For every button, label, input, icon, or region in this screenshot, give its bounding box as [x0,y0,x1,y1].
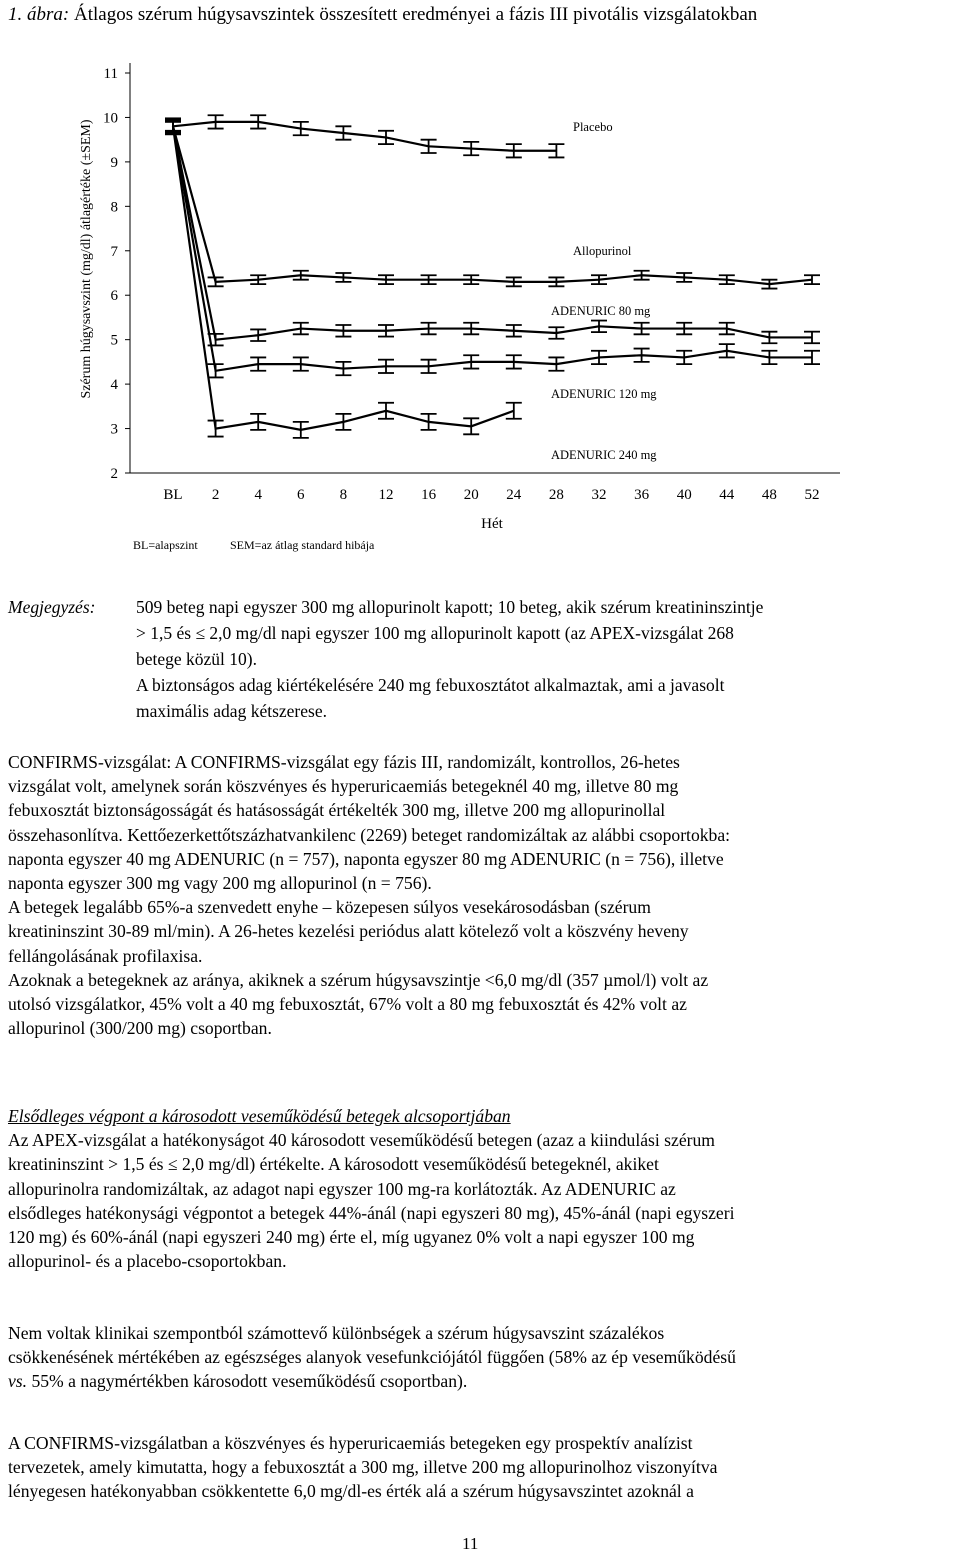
y-tick-label: 7 [110,243,118,260]
x-axis-label: Hét [481,516,503,532]
series-line [173,122,556,151]
y-tick-label: 2 [110,466,118,482]
text-line: Az APEX-vizsgálat a hatékonyságot 40 károsodott veseműködésű betegen (azaz a kiindulási szérum [8,1130,715,1151]
series-label: ADENURIC 240 mg [551,448,657,462]
x-tick-label: 36 [634,487,650,503]
x-tick-label: 12 [378,487,394,503]
x-tick-label: 48 [761,487,777,503]
section-heading: Elsődleges végpont a károsodott veseműködésű betegek alcsoportjában [8,1106,511,1126]
text-line: febuxosztát biztonságosságát és hatásosságát értékelték 300 mg, illetve 200 mg allopurinollal [8,800,666,821]
y-tick-label: 10 [103,110,118,127]
text-line: Nem voltak klinikai szempontból számottevő különbségek a szérum húgysavszint százalékos [8,1323,665,1343]
x-tick-label: 16 [421,487,437,503]
figure-number: 1. ábra: [8,4,70,25]
series-2 [165,121,820,346]
x-tick-label: 32 [591,487,607,503]
y-tick-label: 4 [110,377,118,394]
footnote-baseline: BL=alapszint [133,538,198,552]
text-line: allopurinol- és a placebo-csoportokban. [8,1251,287,1272]
x-tick-label: 2 [211,487,220,503]
y-axis-label: Szérum húgysavszint (mg/dl) átlagértéke (±SEM) [79,119,94,399]
x-tick-label: 40 [676,487,692,503]
footnote-sem: SEM=az átlag standard hibája [230,538,375,552]
series-label: ADENURIC 120 mg [551,387,657,401]
series-1 [165,122,820,289]
text-line: 120 mg) és 60%-ánál (napi egyszeri 240 mg) érte el, míg ugyanez 0% volt a napi egyszer 100 mg [8,1227,695,1248]
series-3 [165,120,820,378]
y-tick-label: 11 [103,66,118,82]
y-tick-label: 6 [110,288,118,305]
x-tick-label: 8 [339,487,348,503]
series-label: Placebo [573,120,613,134]
note-body [136,594,958,724]
x-tick-label: 44 [719,487,735,503]
series-line [173,126,812,339]
text-line: Azoknak a betegeknek az aránya, akiknek a szérum húgysavszintje <6,0 mg/dl (357 µmol/l) volt az [8,969,709,990]
text-line: CONFIRMS-vizsgálat: A CONFIRMS-vizsgálat egy fázis III, randomizált, kontrollos, 26-hetes [8,752,680,772]
x-tick-label: 4 [254,487,262,503]
primary-endpoint-section [8,1104,954,1273]
x-tick-label: BL [163,487,183,503]
x-tick-label: 6 [297,487,305,503]
confirms-paragraph [8,750,954,1040]
chart-labels [551,120,657,462]
uric-acid-chart [0,40,960,560]
figure-caption [8,4,757,26]
text-line: kreatininszint 30-89 ml/min). A 26-hetes kezelési periódus alatt kötelező volt a köszvény heveny [8,921,689,942]
series-0 [165,115,564,157]
x-tick-label: 28 [548,487,564,503]
difference-paragraph [8,1321,954,1394]
x-tick-label: 52 [804,487,820,503]
series-label: Allopurinol [573,244,632,258]
text-line: naponta egyszer 40 mg ADENURIC (n = 757), naponta egyszer 80 mg ADENURIC (n = 756), illetve [8,848,724,869]
series-label: ADENURIC 80 mg [551,304,651,318]
chart-series [165,115,820,438]
note-block [8,594,958,724]
chart-axes [79,63,840,552]
text-line: A betegek legalább 65%-a szenvedett enyhe – közepesen súlyos vesekárosodásban (szérum [8,897,651,918]
y-tick-label: 8 [110,199,118,216]
text-line: összehasonlítva. Kettőezerkettőtszázhatvankilenc (2269) beteget randomizáltak az alábbi csoportokba: [8,824,731,845]
note-line: A biztonságos adag kiértékelésére 240 mg febuxosztátot alkalmaztak, ami a javasolt [136,675,725,695]
note-label: Megjegyzés: [8,597,96,617]
x-tick-label: 20 [463,487,479,503]
text-line: elsődleges hatékonysági végpontot a betegek 44%-ánál (napi egyszeri 80 mg), 45%-ánál (napi egyszeri [8,1202,735,1223]
prospective-paragraph [8,1431,954,1504]
figure-title: Átlagos szérum húgysavszintek összesített eredményei a fázis III pivotális vizsgálatokban [73,4,758,25]
text-span: 55% a nagymértékben károsodott veseműködésű csoportban). [27,1371,468,1392]
note-line: betege közül 10). [136,649,257,669]
y-tick-label: 3 [110,421,118,438]
text-line: tervezetek, amely kimutatta, hogy a febuxosztát a 300 mg, illetve 200 mg allopurinolhoz viszonyítva [8,1457,718,1478]
text-line: csökkenésének mértékében az egészséges alanyok vesefunkciójától függően (58% az ép veseműködésű [8,1347,736,1368]
text-line: utolsó vizsgálatkor, 45% volt a 40 mg febuxosztát, 67% volt a 80 mg febuxosztát és 42% volt az [8,994,687,1015]
y-tick-label: 5 [110,332,118,349]
text-line: naponta egyszer 300 mg vagy 200 mg allopurinol (n = 756). [8,873,432,894]
text-line: fellángolásának profilaxisa. [8,945,203,966]
x-tick-label: 24 [506,487,522,503]
text-line: kreatininszint > 1,5 és ≤ 2,0 mg/dl) értékelte. A károsodott veseműködésű betegeknél, akiket [8,1154,659,1175]
text-line [8,1369,954,1393]
page-number: 11 [462,1534,479,1553]
text-line: allopurinol (300/200 mg) csoportban. [8,1018,272,1039]
vs-abbrev: vs. [8,1371,28,1392]
text-line: A CONFIRMS-vizsgálatban a köszvényes és hyperuricaemiás betegeken egy prospektív analízist [8,1433,693,1453]
text-line: vizsgálat volt, amelynek során köszvényes és hyperuricaemiás betegeknél 40 mg, illetve 80 mg [8,776,679,797]
y-tick-label: 9 [110,154,118,171]
note-line: maximális adag kétszerese. [136,701,327,721]
text-line: lényegesen hatékonyabban csökkentette 6,0 mg/dl-es érték alá a szérum húgysavszintet azoknál a [8,1481,694,1502]
note-line: > 1,5 és ≤ 2,0 mg/dl napi egyszer 100 mg allopurinolt kapott (az APEX-vizsgálat 268 [136,623,734,643]
note-line: 509 beteg napi egyszer 300 mg allopurinolt kapott; 10 beteg, akik szérum kreatininszintje [136,597,764,617]
text-line: allopurinolra randomizáltak, az adagot napi egyszer 100 mg-ra korlátozták. Az ADENURIC az [8,1178,676,1199]
